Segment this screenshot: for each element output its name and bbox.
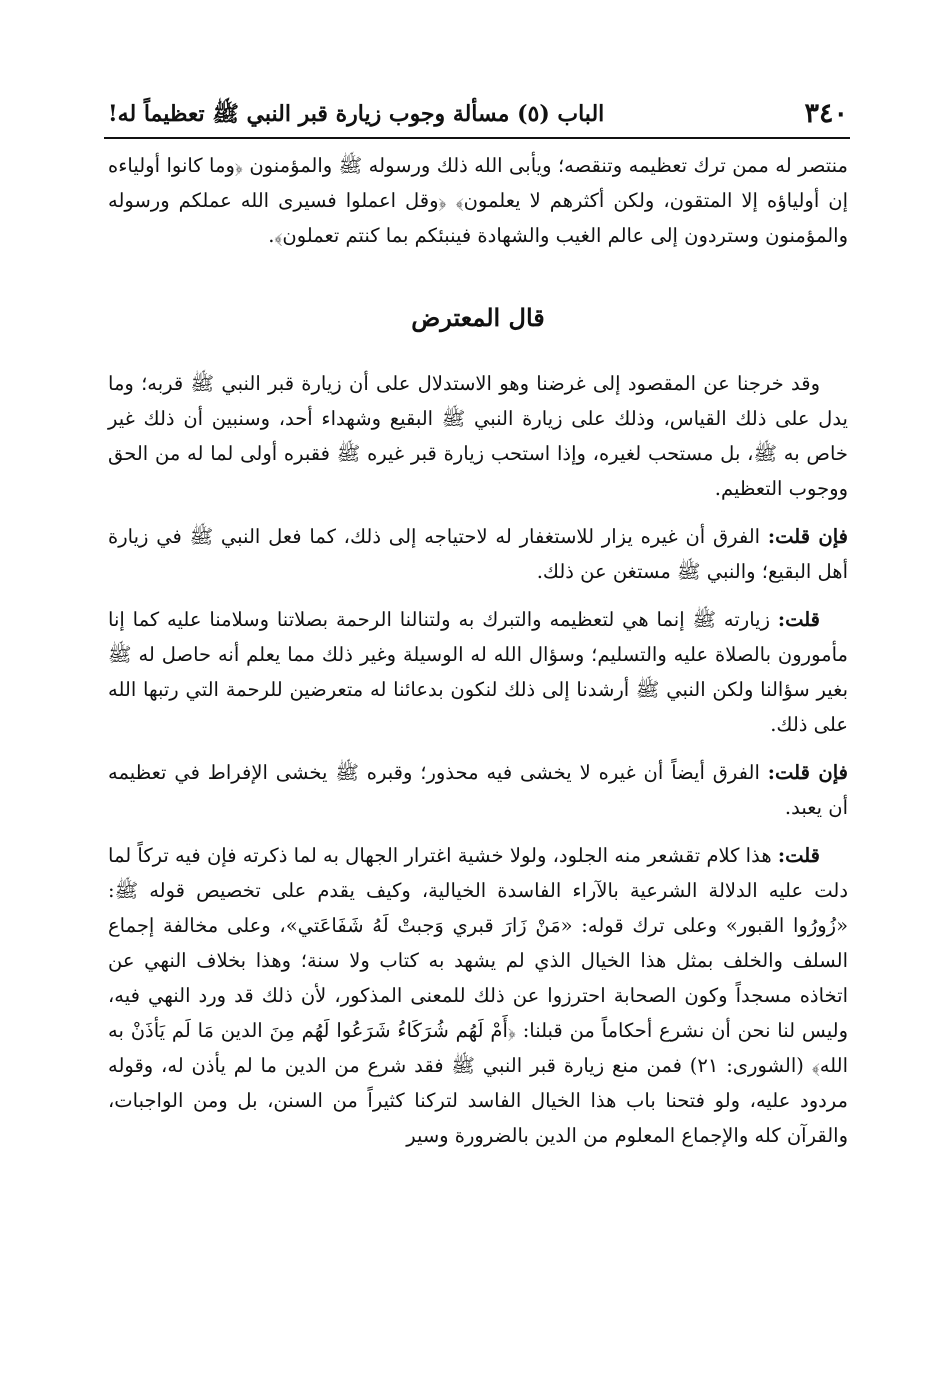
paragraph-continuation	[108, 148, 848, 253]
section-heading: قال المعترض	[411, 303, 545, 332]
paragraph	[108, 755, 848, 825]
paragraph-text: الفرق أن غيره يزار للاستغفار له لاحتياجه إلى ذلك، كما فعل النبي ﷺ في زيارة أهل البقيع؛ والنبي ﷺ مستغن عن ذلك.	[108, 525, 848, 583]
paragraph-lead: قلت:	[777, 844, 820, 867]
paragraph-text: منتصر له ممن ترك تعظيمه وتنقصه؛ ويأبى الله ذلك ورسوله ﷺ والمؤمنون ﴿وما كانوا أولياءه إن أولياؤه إلا المتقون، ولكن أكثرهم لا يعلمون﴾ ﴿وقل اعملوا فسيرى الله عملكم ورسوله والمؤمنون وستردون إلى عالم الغيب والشهادة فينبئكم بما كنتم تعملون﴾.	[108, 154, 848, 247]
paragraph-text: زيارته ﷺ إنما هي لتعظيمه والتبرك به ولتنالنا الرحمة بصلاتنا وسلامنا عليه كما إنا مأمورون بالصلاة عليه والتسليم؛ وسؤال الله له الوسيلة وغير ذلك مما يعلم أنه حاصل له ﷺ بغير سؤالنا ولكن النبي ﷺ أرشدنا إلى ذلك لنكون بدعائنا له متعرضين للرحمة التي رتبها الله على ذلك.	[108, 608, 848, 736]
paragraph	[108, 602, 848, 742]
paragraph	[108, 519, 848, 589]
running-title: الباب (٥) مسألة وجوب زيارة قبر النبي ﷺ تعظيماً له!	[108, 101, 605, 127]
paragraph-text: وقد خرجنا عن المقصود إلى غرضنا وهو الاستدلال على أن زيارة قبر النبي ﷺ قربه؛ وما يدل على ذلك القياس، وذلك على زيارة النبي ﷺ البقيع وشهداء أحد، وسنبين أن ذلك غير خاص به ﷺ، بل مستحب لغيره، وإذا استحب زيارة قبر غيره ﷺ فقبره أولى لما له من الحق ووجوب التعظيم.	[108, 372, 848, 500]
paragraph	[108, 838, 848, 1153]
paragraph-text: الفرق أيضاً أن غيره لا يخشى فيه محذور؛ وقبره ﷺ يخشى الإفراط في تعظيمه أن يعبد.	[108, 761, 848, 819]
paragraph-lead: فإن قلت:	[767, 525, 848, 548]
paragraph	[108, 366, 848, 506]
paragraph-lead: قلت:	[777, 608, 820, 631]
paragraph-text: هذا كلام تقشعر منه الجلود، ولولا خشية اغترار الجهال به لما ذكرته فإن فيه تركاً لما دلت عليه الدلالة الشرعية بالآراء الفاسدة الخيالية، وكيف يقدم على تخصيص قوله ﷺ: «زُورُوا القبور» وعلى ترك قوله: «مَنْ زَارَ قبري وَجبتْ لَهُ شَفَاعَتي»، وعلى مخالفة إجماع السلف والخلف بمثل هذا الخيال الذي لم يشهد به كتاب ولا سنة؛ وهذا بخلاف النهي عن اتخاذه مسجداً وكون الصحابة احترزوا عن ذلك للمعنى المذكور، لأن ذلك قد ورد النهي فيه، وليس لنا نحن أن نشرع أحكاماً من قبلنا: ﴿أَمْ لَهُم شُرَكَاءُ شَرَعُوا لَهُم مِنَ الدين مَا لَم يَأذَنْ به الله﴾ (الشورى: ٢١) فمن منع زيارة قبر النبي ﷺ فقد شرع من الدين ما لم يأذن له، وقوله مردود عليه، ولو فتحنا باب هذا الخيال الفاسد لتركنا كثيراً من السنن، بل ومن الواجبات، والقرآن كله والإجماع المعلوم من الدين بالضرورة وسير	[108, 844, 848, 1147]
header-rule	[104, 137, 850, 139]
page-number: ٣٤٠	[804, 98, 848, 129]
page-body	[108, 148, 848, 1153]
paragraph-lead: فإن قلت:	[767, 761, 848, 784]
page-header	[108, 94, 848, 134]
